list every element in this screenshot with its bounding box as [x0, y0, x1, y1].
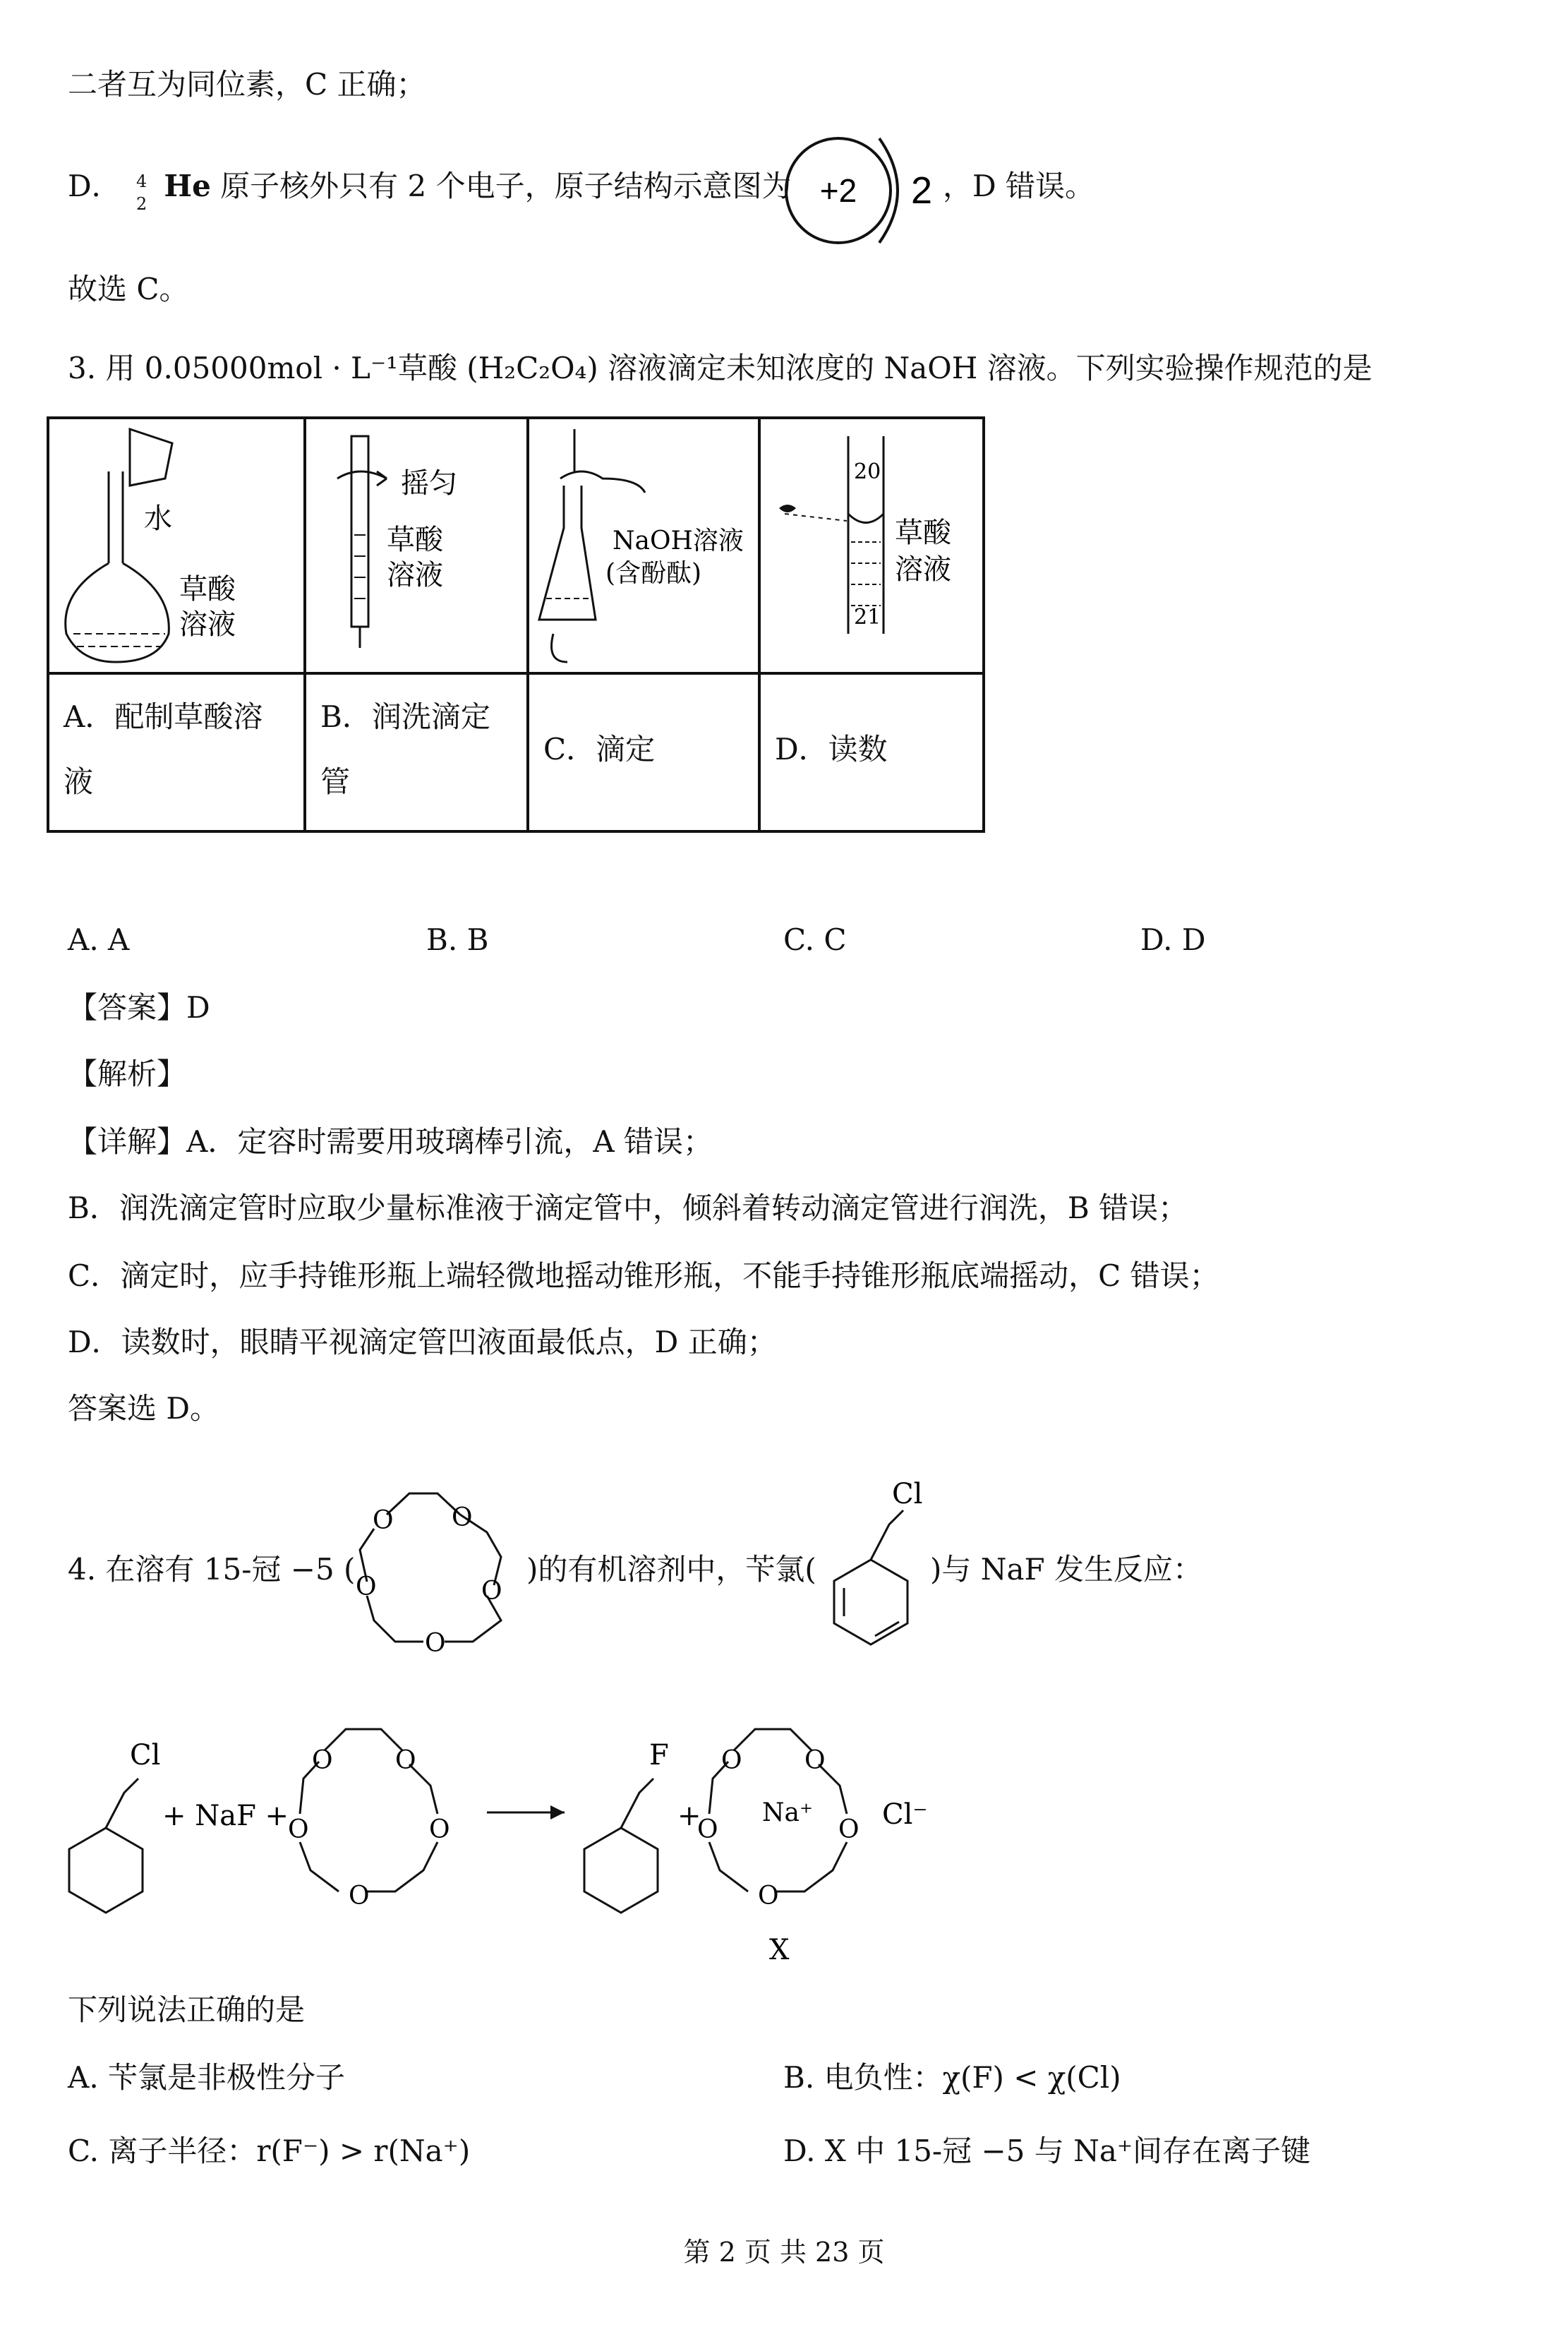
q3-answer: 【答案】D: [68, 990, 210, 1025]
plus-naf-label: + NaF +: [162, 1800, 289, 1832]
reaction-arrow-head: [550, 1805, 565, 1819]
complex-o3: O: [838, 1815, 860, 1844]
q3-detail-d: D．读数时，眼睛平视滴定管凹液面最低点，D 正确；: [68, 1325, 777, 1359]
caption-a-line2: 液: [64, 764, 94, 799]
prev-line-d: [68, 167, 792, 214]
reactant-cl: Cl: [130, 1739, 161, 1771]
q3-stem: 3. 用 0.05000mol · L⁻¹草酸 (H₂C₂O₄) 溶液滴定未知浓度的 NaOH 溶液。下列实验操作规范的是: [68, 351, 1373, 385]
caption-b-line2: 管: [320, 764, 351, 799]
q4-option-a: A. 苄氯是非极性分子: [68, 2060, 346, 2095]
reactant-benzyl-chloride: [69, 1739, 160, 1913]
q3-detail-b: B．润洗滴定管时应取少量标准液于滴定管中，倾斜着转动滴定管进行润洗，B 错误；: [68, 1191, 1188, 1225]
crown-o-4: O: [356, 1572, 377, 1601]
label-b-sol2: 溶液: [387, 559, 443, 591]
complex-x-label: X: [769, 1934, 790, 1966]
crown-o-3: O: [425, 1629, 446, 1658]
crown-ether-structure: [346, 1472, 522, 1663]
page-footer: 第 2 页 共 23 页: [683, 2237, 885, 2268]
flask-pouring-diagram: [52, 422, 299, 669]
label-indicator: (含酚酞): [605, 559, 702, 588]
crown-r-o4: O: [349, 1882, 370, 1911]
q3-detail-c: C．滴定时，应手持锥形瓶上端轻微地摇动锥形瓶，不能手持锥形瓶底端摇动，C 错误；: [68, 1258, 1219, 1293]
crown-o-1: O: [373, 1506, 394, 1535]
q3-conclusion: 答案选 D。: [68, 1391, 220, 1426]
crown-r-o5: O: [288, 1815, 309, 1844]
table-border-right: [982, 416, 985, 833]
isotope-notation: [131, 172, 155, 214]
q4-stem-part2: )的有机溶剂中，苄氯(: [526, 1552, 816, 1587]
eye-icon: [779, 505, 796, 512]
q3-analysis-title: 【解析】: [68, 1057, 187, 1091]
label-mark-21: 21: [854, 605, 881, 630]
q3-option-a: A. A: [68, 922, 130, 957]
complex-na-plus: Na⁺: [762, 1798, 813, 1827]
caption-c: C．滴定: [543, 732, 656, 766]
complex-o5: O: [697, 1815, 718, 1844]
burette-reading-diagram: [764, 422, 975, 669]
q4-stem-part3: )与 NaF 发生反应：: [930, 1552, 1203, 1587]
isotope-mass: 4: [136, 172, 147, 191]
prev-d-text: 原子核外只有 2 个电子，原子结构示意图为: [220, 169, 792, 203]
label-b-sol1: 草酸: [387, 524, 443, 556]
nucleus-charge: +2: [819, 172, 857, 209]
label-d-sol1: 草酸: [895, 517, 951, 549]
crown-r-o2: O: [395, 1746, 416, 1775]
complex-o1: O: [721, 1746, 742, 1775]
crown-r-o3: O: [429, 1815, 450, 1844]
caption-a-line1: A．配制草酸溶: [64, 699, 263, 734]
crown-o-5: O: [452, 1503, 473, 1532]
complex-cl-minus: Cl⁻: [882, 1798, 928, 1831]
label-d-sol2: 溶液: [895, 553, 951, 586]
atom-structure-diagram: [782, 131, 937, 251]
q4-question: 下列说法正确的是: [68, 1992, 306, 2027]
q3-option-c: C. C: [783, 922, 847, 957]
crown-r-o1: O: [312, 1746, 333, 1775]
q3-table: [47, 416, 985, 833]
reaction-scheme: [56, 1694, 1044, 1969]
q3-option-b: B. B: [426, 922, 489, 957]
caption-d: D．读数: [775, 732, 888, 766]
table-divider-3: [758, 416, 761, 833]
titration-diagram: [532, 422, 755, 669]
product-benzyl-fluoride: [584, 1739, 669, 1913]
benzyl-cl-label: Cl: [892, 1478, 923, 1510]
prev-d-prefix: D．: [68, 169, 121, 203]
table-border-bottom: [47, 830, 985, 833]
q4-stem-part1: 4. 在溶有 15-冠 −5 (: [68, 1552, 356, 1587]
plus-label: +: [677, 1800, 701, 1832]
caption-b-line1: B．润洗滴定: [320, 699, 490, 734]
complex-o2: O: [804, 1746, 826, 1775]
prev-line-c: 二者互为同位素，C 正确；: [68, 67, 426, 102]
table-border-left: [47, 416, 49, 833]
shell-electrons: 2: [910, 169, 933, 212]
burette-rinse-diagram: [309, 422, 521, 669]
label-mark-20: 20: [854, 459, 881, 484]
label-naoh: NaOH溶液: [613, 527, 744, 555]
label-a-sol2: 溶液: [179, 608, 236, 641]
q3-detail-a: 【详解】A．定容时需要用玻璃棒引流，A 错误；: [68, 1124, 713, 1159]
isotope-number: 2: [136, 194, 147, 214]
q4-option-d: D. X 中 15-冠 −5 与 Na⁺间存在离子键: [783, 2134, 1311, 2168]
table-border-mid: [47, 672, 985, 675]
table-divider-1: [303, 416, 306, 833]
q4-option-b: B. 电负性：χ(F) < χ(Cl): [783, 2060, 1121, 2095]
crown-o-2: O: [481, 1577, 502, 1606]
label-a-sol1: 草酸: [179, 573, 236, 606]
benzyl-chloride-structure: [819, 1475, 924, 1659]
prev-d-suffix: ，D 错误。: [943, 169, 1095, 203]
complex-o4: O: [758, 1882, 779, 1911]
label-water: 水: [144, 503, 172, 535]
label-shake: 摇匀: [401, 467, 457, 500]
isotope-symbol: He: [164, 169, 211, 203]
q3-option-d: D. D: [1140, 922, 1206, 957]
table-border-top: [47, 416, 985, 419]
prev-conclusion: 故选 C。: [68, 272, 189, 306]
q4-option-c: C. 离子半径：r(F⁻) > r(Na⁺): [68, 2134, 471, 2168]
product-f: F: [649, 1739, 669, 1771]
table-divider-2: [526, 416, 529, 833]
